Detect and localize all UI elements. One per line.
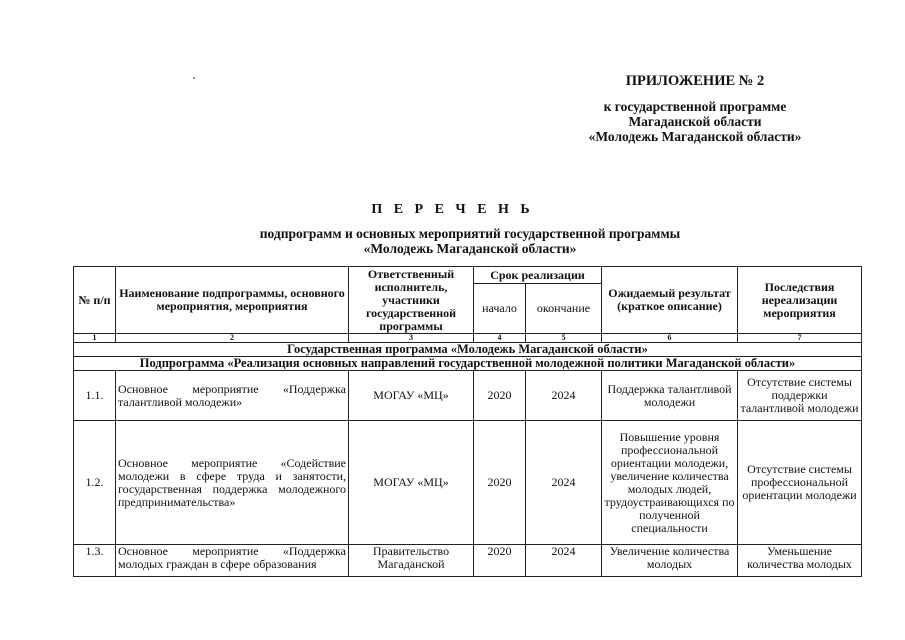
col-number-1: 1 bbox=[74, 334, 116, 343]
page-bottom-margin bbox=[0, 580, 905, 640]
table-row bbox=[74, 371, 862, 421]
row-start: 2020 bbox=[474, 371, 526, 421]
table-row bbox=[74, 545, 862, 577]
row-consequences: Отсутствие системы поддержки талантливой молодежи bbox=[738, 371, 862, 421]
row-name: Основное мероприятие «Содействие молодежи в сфере труда и занятости, государственная поддержка молодежного предпринимательства» bbox=[116, 421, 349, 545]
row-name: Основное мероприятие «Поддержка талантливой молодежи» bbox=[116, 371, 349, 421]
col-number-5: 5 bbox=[526, 334, 602, 343]
appendix-heading: ПРИЛОЖЕНИЕ № 2 bbox=[625, 73, 765, 89]
row-result: Повышение уровня профессиональной ориентации молодежи, увеличение количества молодых людей, трудоустраивающихся по полученной специальности bbox=[602, 421, 738, 545]
row-name: Основное мероприятие «Поддержка молодых граждан в сфере образования bbox=[116, 545, 349, 577]
appendix-line-2: Магаданской области bbox=[628, 114, 762, 129]
row-start: 2020 bbox=[474, 545, 526, 577]
row-num: 1.1. bbox=[74, 371, 116, 421]
row-result: Увеличение количества молодых bbox=[602, 545, 738, 577]
document-title: П Е Р Е Ч Е Н Ь bbox=[371, 202, 534, 217]
row-end: 2024 bbox=[526, 421, 602, 545]
header-consequences: Последствия нереализации мероприятия bbox=[738, 267, 862, 334]
row-executor: МОГАУ «МЦ» bbox=[349, 421, 474, 545]
header-end: окончание bbox=[526, 284, 602, 334]
row-executor: Правительство Магаданской bbox=[349, 545, 474, 577]
col-number-2: 2 bbox=[116, 334, 349, 343]
col-number-3: 3 bbox=[349, 334, 474, 343]
row-num: 1.2. bbox=[74, 421, 116, 545]
scan-speck bbox=[193, 77, 195, 79]
row-result: Поддержка талантливой молодежи bbox=[602, 371, 738, 421]
header-executor: Ответственный исполнитель, участники государственной программы bbox=[349, 267, 474, 334]
col-number-4: 4 bbox=[474, 334, 526, 343]
appendix-block bbox=[555, 74, 835, 144]
col-number-7: 7 bbox=[738, 334, 862, 343]
col-number-6: 6 bbox=[602, 334, 738, 343]
row-executor: МОГАУ «МЦ» bbox=[349, 371, 474, 421]
appendix-line-3: «Молодежь Магаданской области» bbox=[588, 129, 802, 144]
program-row: Государственная программа «Молодежь Магаданской области» bbox=[74, 343, 862, 357]
header-num: № п/п bbox=[74, 267, 116, 334]
header-result: Ожидаемый результат (краткое описание) bbox=[602, 267, 738, 334]
table-row bbox=[74, 421, 862, 545]
row-num: 1.3. bbox=[74, 545, 116, 577]
row-start: 2020 bbox=[474, 421, 526, 545]
subtitle-line-1: подпрограмм и основных мероприятий государственной программы bbox=[259, 226, 681, 241]
document-subtitle bbox=[200, 226, 740, 256]
row-consequences: Уменьшение количества молодых bbox=[738, 545, 862, 577]
header-period: Срок реализации bbox=[474, 267, 602, 284]
row-end: 2024 bbox=[526, 371, 602, 421]
subtitle-line-2: «Молодежь Магаданской области» bbox=[363, 241, 577, 256]
appendix-line-1: к государственной программе bbox=[603, 99, 787, 114]
row-consequences: Отсутствие системы профессиональной ориентации молодежи bbox=[738, 421, 862, 545]
row-end: 2024 bbox=[526, 545, 602, 577]
header-start: начало bbox=[474, 284, 526, 334]
subprogram-row: Подпрограмма «Реализация основных направлений государственной молодежной политики Магаданской области» bbox=[74, 357, 862, 371]
measures-table bbox=[73, 266, 862, 577]
header-name: Наименование подпрограммы, основного мероприятия, мероприятия bbox=[116, 267, 349, 334]
